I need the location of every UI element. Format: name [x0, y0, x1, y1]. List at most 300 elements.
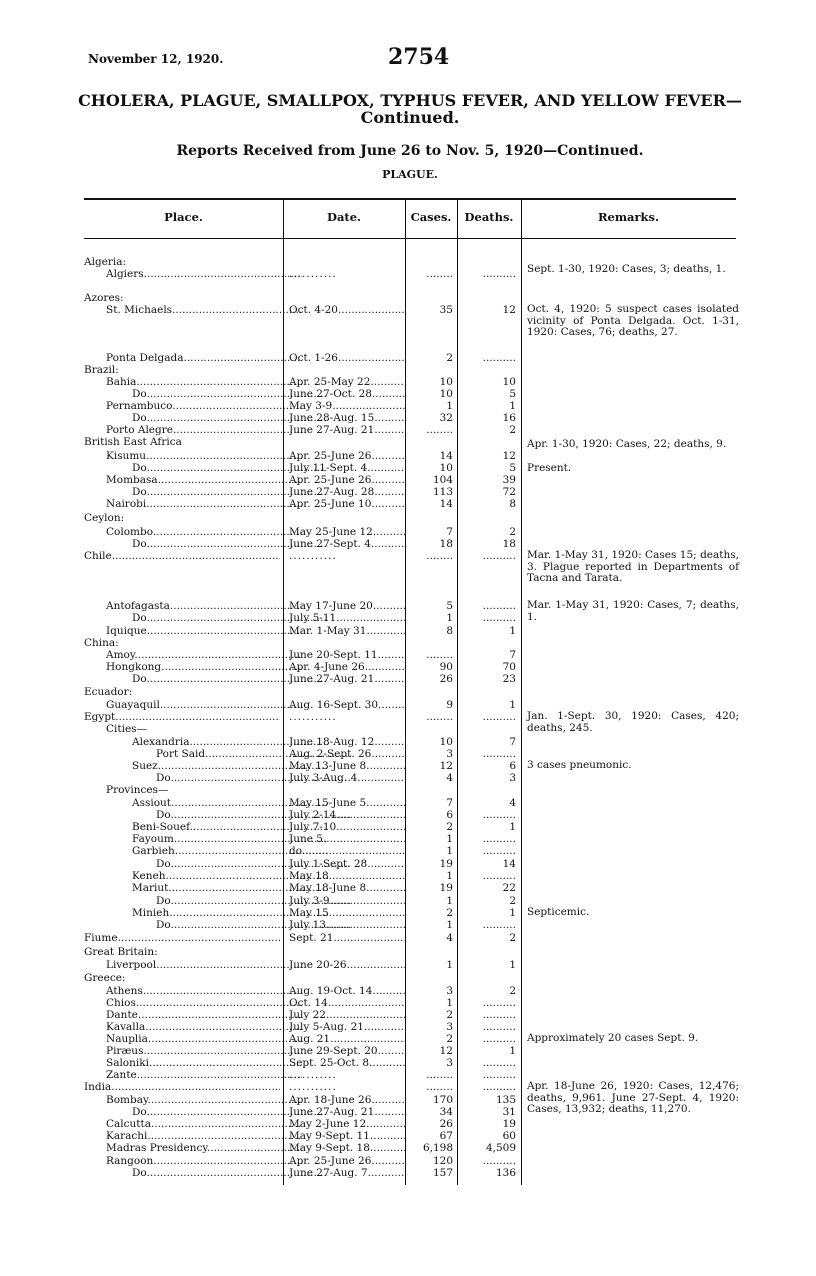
table-row	[0, 352, 816, 364]
place-cell: Greece:	[84, 972, 126, 984]
deaths-cell: 2	[509, 526, 516, 538]
deaths-cell: 1	[509, 907, 516, 919]
table-row	[0, 1155, 816, 1167]
page-number: 2754	[388, 44, 450, 70]
place-cell: Beni-Souef .....	[84, 821, 328, 833]
date-cell: Apr. 18-June 26 .....	[289, 1094, 405, 1106]
table-row	[0, 772, 816, 784]
cases-cell: 3	[446, 1021, 453, 1033]
cases-cell: 10	[439, 388, 453, 400]
deaths-cell: 22	[502, 882, 516, 894]
cases-cell: 2	[446, 1033, 453, 1045]
cases-cell: 12	[439, 760, 453, 772]
date-cell: June 18-Aug. 12 .....	[289, 736, 405, 748]
table-row	[0, 959, 816, 971]
cases-cell: 6,198	[422, 1142, 453, 1154]
place-cell: Chios .....	[84, 997, 302, 1009]
table-row	[0, 424, 816, 436]
deaths-cell: 1	[509, 1045, 516, 1057]
deaths-cell: 72	[502, 486, 516, 498]
table-row	[0, 809, 816, 821]
deaths-cell: ..........	[482, 600, 516, 612]
deaths-cell: ..........	[482, 612, 516, 624]
date-cell: July 5-Aug. 21 .....	[289, 1021, 405, 1033]
place-cell: Athens .....	[84, 985, 302, 997]
table-row	[0, 895, 816, 907]
cases-cell: 35	[439, 304, 453, 316]
place-cell: Alexandria .....	[84, 736, 328, 748]
table-row	[0, 1167, 816, 1179]
table-row	[0, 797, 816, 809]
deaths-cell: 70	[502, 661, 516, 673]
date-cell: May 9-Sept. 11 .....	[289, 1130, 405, 1142]
place-cell: Do .....	[84, 673, 328, 685]
date-cell: Oct. 4-20 .....	[289, 304, 405, 316]
place-cell: Piræus .....	[84, 1045, 302, 1057]
date-cell: June 27-Aug. 28 .....	[289, 486, 405, 498]
cases-cell: 10	[439, 376, 453, 388]
cases-cell: 1	[446, 919, 453, 931]
place-cell: Kavalla .....	[84, 1021, 302, 1033]
table-row	[0, 833, 816, 845]
cases-cell: 1	[446, 895, 453, 907]
deaths-cell: ..........	[482, 919, 516, 931]
deaths-cell: 2	[509, 932, 516, 944]
cases-cell: 12	[439, 1045, 453, 1057]
deaths-cell: 23	[502, 673, 516, 685]
deaths-cell: 1	[509, 959, 516, 971]
date-cell	[289, 1069, 405, 1081]
date-cell: July 7-10 .....	[289, 821, 405, 833]
date-cell: May 15-June 5 .....	[289, 797, 405, 809]
place-cell: Karachi .....	[84, 1130, 302, 1142]
table-row	[0, 748, 816, 760]
table-row	[0, 512, 816, 524]
date-cell: June 27-Oct. 28 .....	[289, 388, 405, 400]
place-cell: Iquique .....	[84, 625, 302, 637]
table-row	[0, 882, 816, 894]
place-cell: Do .....	[84, 462, 328, 474]
table-row	[0, 845, 816, 857]
table-row	[0, 686, 816, 698]
cases-cell: 32	[439, 412, 453, 424]
place-cell: Do .....	[84, 895, 352, 907]
place-cell: Great Britain:	[84, 946, 158, 958]
table-row	[0, 625, 816, 637]
place-cell: British East Africa	[84, 436, 182, 448]
place-cell: Fayoum .....	[84, 833, 328, 845]
deaths-cell: ..........	[482, 711, 516, 723]
place-cell: Do .....	[84, 858, 352, 870]
table-row	[0, 526, 816, 538]
date-cell: Apr. 25-June 10 .....	[289, 498, 405, 510]
deaths-cell: ..........	[482, 1021, 516, 1033]
place-cell: Do .....	[84, 486, 328, 498]
date-cell: Apr. 25-June 26 .....	[289, 450, 405, 462]
cases-cell: ........	[426, 1081, 453, 1093]
cases-cell: 7	[446, 526, 453, 538]
table-row	[0, 673, 816, 685]
place-cell: Pernambuco .....	[84, 400, 302, 412]
cases-cell: ........	[426, 424, 453, 436]
deaths-cell: 2	[509, 895, 516, 907]
cases-cell: 2	[446, 1009, 453, 1021]
place-cell: Fiume .....	[84, 932, 280, 944]
place-cell: Calcutta .....	[84, 1118, 302, 1130]
table-row	[0, 946, 816, 958]
place-cell: Ceylon:	[84, 512, 125, 524]
date-cell: June 20-Sept. 11 .....	[289, 649, 405, 661]
place-cell: Mombasa .....	[84, 474, 302, 486]
deaths-cell: ..........	[482, 997, 516, 1009]
section-heading: PLAGUE.	[382, 168, 438, 181]
date-cell: June 29-Sept. 20 .....	[289, 1045, 405, 1057]
page-subtitle: Reports Received from June 26 to Nov. 5, 1920—Continued.	[176, 143, 644, 159]
cases-cell: 14	[439, 498, 453, 510]
date-cell: July 5-11 .....	[289, 612, 405, 624]
date-cell: July 3-Aug. 4 .....	[289, 772, 405, 784]
cases-cell: 4	[446, 772, 453, 784]
table-row	[0, 661, 816, 673]
column-header-remarks: Remarks.	[598, 210, 659, 224]
column-header-place: Place.	[164, 210, 203, 224]
header-date: November 12, 1920.	[88, 52, 224, 66]
table-row	[0, 498, 816, 510]
place-cell: Ecuador:	[84, 686, 133, 698]
cases-cell: 113	[432, 486, 453, 498]
cases-cell: ........	[426, 649, 453, 661]
deaths-cell: 2	[509, 985, 516, 997]
date-cell: June 27-Aug. 21 .....	[289, 1106, 405, 1118]
place-cell: India .....	[84, 1081, 280, 1093]
remark-text: Approximately 20 cases Sept. 9.	[527, 1032, 699, 1044]
deaths-cell: 16	[502, 412, 516, 424]
date-cell: Aug. 21 .....	[289, 1033, 405, 1045]
column-header-deaths: Deaths.	[464, 210, 514, 224]
date-cell: May 25-June 12 .....	[289, 526, 405, 538]
place-cell: Ponta Delgada .....	[84, 352, 302, 364]
date-cell: June 27-Aug. 21 .....	[289, 673, 405, 685]
place-cell: Do .....	[84, 538, 328, 550]
deaths-cell: 136	[495, 1167, 516, 1179]
place-cell: Do .....	[84, 388, 328, 400]
place-cell: Port Said .....	[84, 748, 352, 760]
place-cell: Nauplia .....	[84, 1033, 302, 1045]
date-cell: Apr. 4-June 26 .....	[289, 661, 405, 673]
deaths-cell: 12	[502, 304, 516, 316]
date-cell: Aug. 19-Oct. 14 .....	[289, 985, 405, 997]
cases-cell: 26	[439, 673, 453, 685]
deaths-cell: ..........	[482, 809, 516, 821]
deaths-cell: 2	[509, 424, 516, 436]
cases-cell: 3	[446, 748, 453, 760]
place-cell: Dante .....	[84, 1009, 302, 1021]
remark-text: Oct. 4, 1920: 5 suspect cases isolated vicinity of Ponta Delgada. Oct. 1-31, 1920: Cases, 76; deaths, 27.	[527, 303, 739, 338]
deaths-cell: 1	[509, 400, 516, 412]
deaths-cell: 10	[502, 376, 516, 388]
deaths-cell: 7	[509, 736, 516, 748]
table-row	[0, 997, 816, 1009]
date-cell: May 13-June 8 .....	[289, 760, 405, 772]
deaths-cell: ..........	[482, 352, 516, 364]
table-row	[0, 486, 816, 498]
place-cell: Zante .....	[84, 1069, 302, 1081]
deaths-cell: 1	[509, 821, 516, 833]
table-row	[0, 821, 816, 833]
remark-text: 3 cases pneumonic.	[527, 759, 632, 771]
remark-text: Jan. 1-Sept. 30, 1920: Cases, 420; deaths, 245.	[527, 710, 739, 734]
date-cell: do .....	[289, 845, 405, 857]
deaths-cell: 31	[502, 1106, 516, 1118]
cases-cell: 10	[439, 462, 453, 474]
place-cell: Bombay .....	[84, 1094, 302, 1106]
date-cell: July 22 .....	[289, 1009, 405, 1021]
date-cell: Sept. 25-Oct. 8 .....	[289, 1057, 405, 1069]
date-cell: July 2-14 .....	[289, 809, 405, 821]
cases-cell: 10	[439, 736, 453, 748]
date-cell: June 28-Aug. 15 .....	[289, 412, 405, 424]
deaths-cell: 6	[509, 760, 516, 772]
table-row	[0, 364, 816, 376]
deaths-cell: 18	[502, 538, 516, 550]
table-row	[0, 1057, 816, 1069]
place-cell: Chile .....	[84, 550, 280, 562]
table-row	[0, 1118, 816, 1130]
cases-cell: 2	[446, 352, 453, 364]
date-cell: June 20-26 .....	[289, 959, 405, 971]
cases-cell: 5	[446, 600, 453, 612]
deaths-cell: 8	[509, 498, 516, 510]
deaths-cell: 60	[502, 1130, 516, 1142]
remark-text: Apr. 18-June 26, 1920: Cases, 12,476; deaths, 9,961. June 27-Sept. 4, 1920: Cases, 13,932; deaths, 11,270.	[527, 1080, 739, 1115]
deaths-cell: 1	[509, 699, 516, 711]
place-cell: Garbieh .....	[84, 845, 328, 857]
place-cell: Hongkong .....	[84, 661, 302, 673]
deaths-cell: 7	[509, 649, 516, 661]
page-title: CHOLERA, PLAGUE, SMALLPOX, TYPHUS FEVER, AND YELLOW FEVER—Continued.	[78, 91, 742, 127]
place-cell: Azores:	[84, 292, 124, 304]
cases-cell: 18	[439, 538, 453, 550]
cases-cell: 1	[446, 833, 453, 845]
place-cell: Kisumu .....	[84, 450, 302, 462]
cases-cell: 1	[446, 959, 453, 971]
date-cell: May 2-June 12 .....	[289, 1118, 405, 1130]
date-cell: Aug. 16-Sept. 30 .....	[289, 699, 405, 711]
deaths-cell: ..........	[482, 268, 516, 280]
table-row	[0, 388, 816, 400]
cases-cell: 1	[446, 997, 453, 1009]
cases-cell: ........	[426, 1069, 453, 1081]
place-cell: Do .....	[84, 1167, 328, 1179]
place-cell: Provinces—	[106, 784, 169, 796]
table-row	[0, 412, 816, 424]
date-cell: Sept. 21 .....	[289, 932, 405, 944]
cases-cell: ........	[426, 550, 453, 562]
remark-text: Apr. 1-30, 1920: Cases, 22; deaths, 9.	[527, 438, 727, 450]
cases-cell: 34	[439, 1106, 453, 1118]
place-cell: Do .....	[84, 1106, 328, 1118]
date-cell	[289, 550, 405, 562]
place-cell: Do .....	[84, 412, 328, 424]
deaths-cell: 19	[502, 1118, 516, 1130]
place-cell: Porto Alegre .....	[84, 424, 302, 436]
date-cell: Oct. 14 .....	[289, 997, 405, 1009]
remark-text: Mar. 1-May 31, 1920: Cases 15; deaths, 3. Plague reported in Departments of Tacna and Tarata.	[527, 549, 739, 584]
date-cell	[289, 711, 405, 723]
deaths-cell: ..........	[482, 833, 516, 845]
place-cell: St. Michaels .....	[84, 304, 302, 316]
table-row	[0, 919, 816, 931]
table-row	[0, 870, 816, 882]
cases-cell: 2	[446, 907, 453, 919]
place-cell: Do .....	[84, 612, 328, 624]
place-cell: Algeria:	[84, 256, 127, 268]
place-cell: Keneh .....	[84, 870, 328, 882]
date-cell: Oct. 1-26 .....	[289, 352, 405, 364]
deaths-cell: ..........	[482, 1069, 516, 1081]
column-header-cases: Cases.	[410, 210, 452, 224]
table-row	[0, 972, 816, 984]
deaths-cell: 3	[509, 772, 516, 784]
deaths-cell: 4	[509, 797, 516, 809]
deaths-cell: 135	[495, 1094, 516, 1106]
date-cell: May 15 .....	[289, 907, 405, 919]
table-row	[0, 858, 816, 870]
table-row	[0, 1130, 816, 1142]
table-row	[0, 450, 816, 462]
place-cell: Suez .....	[84, 760, 328, 772]
table-row	[0, 784, 816, 796]
deaths-cell: 39	[502, 474, 516, 486]
table-row	[0, 1045, 816, 1057]
date-cell: June 5 .....	[289, 833, 405, 845]
date-cell: May 18-June 8 .....	[289, 882, 405, 894]
cases-cell: 1	[446, 870, 453, 882]
place-cell: Do .....	[84, 809, 352, 821]
cases-cell: 1	[446, 400, 453, 412]
place-cell: Liverpool .....	[84, 959, 302, 971]
table-row	[0, 400, 816, 412]
date-cell: May 17-June 20 .....	[289, 600, 405, 612]
table-row	[0, 736, 816, 748]
deaths-cell: 1	[509, 625, 516, 637]
date-cell: Apr. 25-June 26 .....	[289, 474, 405, 486]
table-row	[0, 985, 816, 997]
table-row	[0, 1142, 816, 1154]
cases-cell: 157	[432, 1167, 453, 1179]
cases-cell: 14	[439, 450, 453, 462]
date-cell: June 27-Aug. 21 .....	[289, 424, 405, 436]
deaths-cell: ..........	[482, 1155, 516, 1167]
date-cell	[289, 268, 405, 280]
deaths-cell: 5	[509, 462, 516, 474]
deaths-cell: ..........	[482, 550, 516, 562]
table-header-rule	[84, 238, 736, 239]
place-cell: Saloniki .....	[84, 1057, 302, 1069]
date-cell: May 9-Sept. 18 .....	[289, 1142, 405, 1154]
place-cell: Do .....	[84, 919, 352, 931]
place-cell: Colombo .....	[84, 526, 302, 538]
date-cell: June 27-Sept. 4 .....	[289, 538, 405, 550]
place-cell: Brazil:	[84, 364, 119, 376]
date-cell: July 13 .....	[289, 919, 405, 931]
place-cell: Madras Presidency .....	[84, 1142, 302, 1154]
date-cell: June 27-Aug. 7 .....	[289, 1167, 405, 1179]
date-cell: May 18 .....	[289, 870, 405, 882]
date-cell: May 3-9 .....	[289, 400, 405, 412]
cases-cell: 3	[446, 1057, 453, 1069]
deaths-cell: ..........	[482, 870, 516, 882]
cases-cell: 9	[446, 699, 453, 711]
cases-cell: 6	[446, 809, 453, 821]
deaths-cell: ..........	[482, 1033, 516, 1045]
cases-cell: 7	[446, 797, 453, 809]
place-cell: China:	[84, 637, 119, 649]
place-cell: Bahia .....	[84, 376, 302, 388]
deaths-cell: 4,509	[485, 1142, 516, 1154]
deaths-cell: ..........	[482, 845, 516, 857]
place-cell: Minieh .....	[84, 907, 328, 919]
place-cell: Antofagasta .....	[84, 600, 302, 612]
date-cell: Mar. 1-May 31 .....	[289, 625, 405, 637]
date-cell: July 3-9 .....	[289, 895, 405, 907]
cases-cell: 104	[432, 474, 453, 486]
remark-text: Sept. 1-30, 1920: Cases, 3; deaths, 1.	[527, 263, 726, 275]
table-row	[0, 1009, 816, 1021]
cases-cell: 90	[439, 661, 453, 673]
place-cell: Do .....	[84, 772, 352, 784]
deaths-cell: 5	[509, 388, 516, 400]
deaths-cell: ..........	[482, 1081, 516, 1093]
place-cell: Algiers .....	[84, 268, 302, 280]
place-cell: Guayaquil .....	[84, 699, 302, 711]
remark-text: Mar. 1-May 31, 1920: Cases, 7; deaths, 1.	[527, 599, 739, 623]
date-cell: Apr. 25-June 26 .....	[289, 1155, 405, 1167]
date-cell: July 11-Sept. 4 .....	[289, 462, 405, 474]
cases-cell: 4	[446, 932, 453, 944]
deaths-cell: ..........	[482, 748, 516, 760]
place-cell: Amoy .....	[84, 649, 302, 661]
cases-cell: 120	[432, 1155, 453, 1167]
place-cell: Egypt .....	[84, 711, 280, 723]
place-cell: Assiout .....	[84, 797, 328, 809]
table-row	[0, 649, 816, 661]
cases-cell: 26	[439, 1118, 453, 1130]
cases-cell: 170	[432, 1094, 453, 1106]
cases-cell: 19	[439, 882, 453, 894]
table-row	[0, 637, 816, 649]
table-row	[0, 932, 816, 944]
date-cell: Apr. 25-May 22 .....	[289, 376, 405, 388]
cases-cell: 1	[446, 845, 453, 857]
place-cell: Nairobi .....	[84, 498, 302, 510]
remark-text: Septicemic.	[527, 906, 590, 918]
date-cell: July 1-Sept. 28 .....	[289, 858, 405, 870]
cases-cell: 3	[446, 985, 453, 997]
cases-cell: ........	[426, 711, 453, 723]
deaths-cell: 12	[502, 450, 516, 462]
date-cell	[289, 1081, 405, 1093]
cases-cell: 67	[439, 1130, 453, 1142]
deaths-cell: ..........	[482, 1009, 516, 1021]
cases-cell: ........	[426, 268, 453, 280]
cases-cell: 1	[446, 612, 453, 624]
table-top-rule	[84, 198, 736, 200]
remark-text: Present.	[527, 462, 572, 474]
deaths-cell: ..........	[482, 1057, 516, 1069]
table-row	[0, 474, 816, 486]
table-row	[0, 376, 816, 388]
